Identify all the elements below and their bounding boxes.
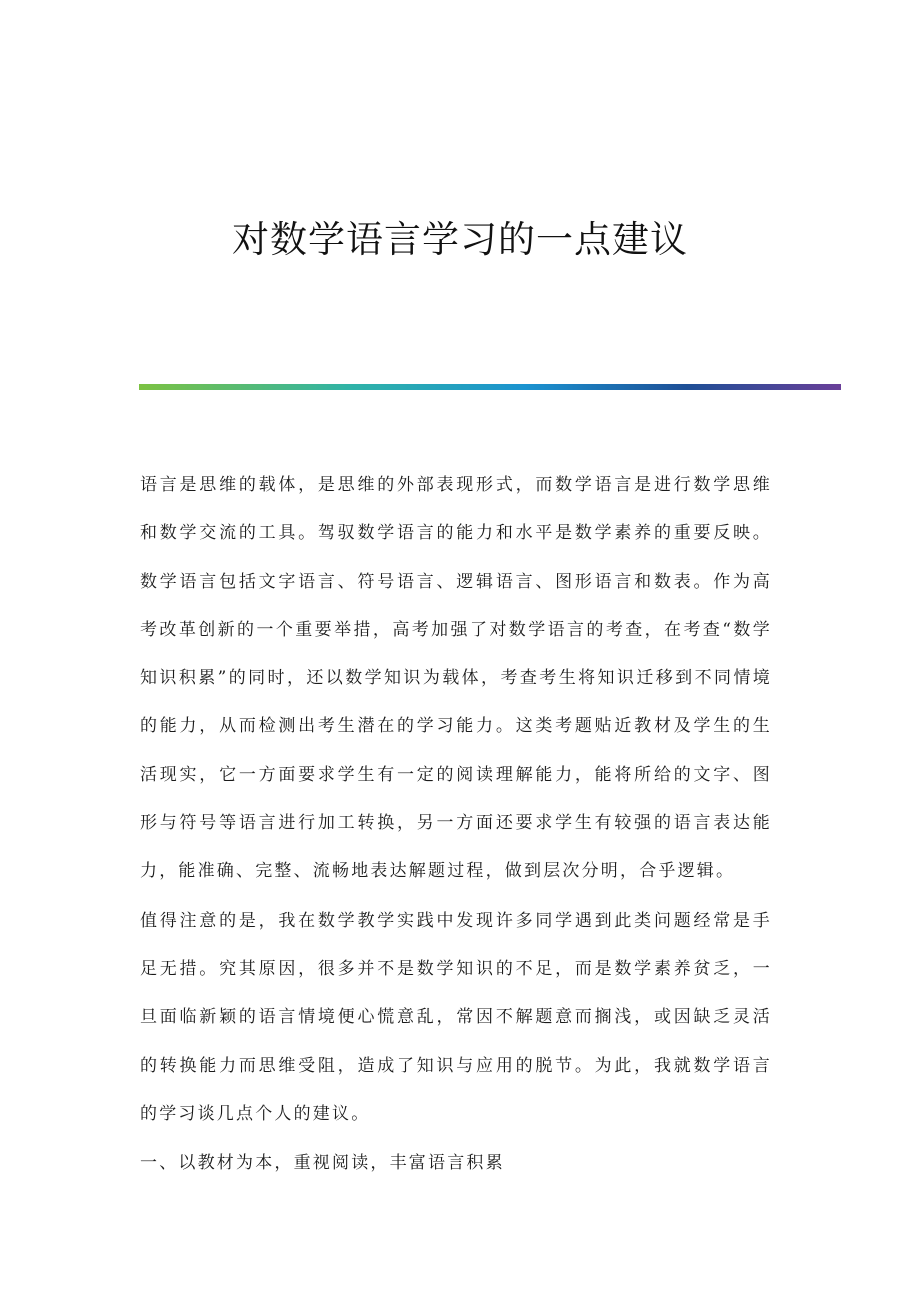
document-title: 对数学语言学习的一点建议: [232, 218, 688, 261]
document-body: [140, 461, 772, 1187]
paragraph: 语言是思维的载体，是思维的外部表现形式，而数学语言是进行数学思维和数学交流的工具。驾驭数学语言的能力和水平是数学素养的重要反映。数学语言包括文字语言、符号语言、逻辑语言、图形语言和数表。作为高考改革创新的一个重要举措，高考加强了对数学语言的考查，在考查“数学知识积累”的同时，还以数学知识为载体，考查考生将知识迁移到不同情境的能力，从而检测出考生潜在的学习能力。这类考题贴近教材及学生的生活现实，它一方面要求学生有一定的阅读理解能力，能将所给的文字、图形与符号等语言进行加工转换，另一方面还要求学生有较强的语言表达能力，能准确、完整、流畅地表达解题过程，做到层次分明，合乎逻辑。: [140, 475, 772, 882]
paragraph: 值得注意的是，我在数学教学实践中发现许多同学遇到此类问题经常是手足无措。究其原因，很多并不是数学知识的不足，而是数学素养贫乏，一旦面临新颖的语言情境便心慌意乱，常因不解题意而搁浅，或因缺乏灵活的转换能力而思维受阻，造成了知识与应用的脱节。为此，我就数学语言的学习谈几点个人的建议。: [140, 910, 772, 1124]
title-divider: [139, 384, 841, 390]
section-heading: 一、以教材为本，重视阅读，丰富语言积累: [140, 1153, 505, 1174]
